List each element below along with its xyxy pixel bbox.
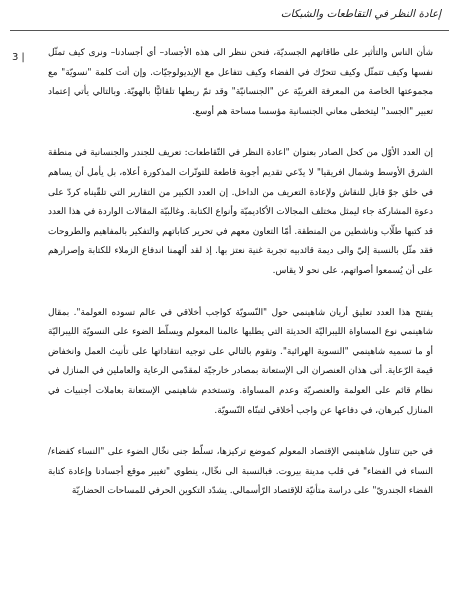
paragraph-3: يفتتح هذا العدد تعليق أريان شاهينمي حول "النّسويّة كواجب أخلاقي في عالم تسوده العولمة". بمقال شاهينمي نوع المساواة الليبراليّة الحديثة التي يطلبها عالمنا المعولم ويسلّط الضوء على النسويّة الليبراليّة أو ما تسميه شاهينمي "النسوية الهرائية". وتقوم بالتالي على توجيه انتقاداتها على تأنيث العمل وانخفاض قيمة الرّعاية. أتى هذان العنصران الى الإستعانة بمصادر خارجيّة لمقدّمي الرعاية والعاملين في المنازل في نظام قائم على العولمة والعنصريّة وعدم المساواة. وتستخدم شاهينمي الإستعانة بعاملات أجنبيات في المنازل كبرهان، في دفاعها عن واجب أخلاقي لتبنّاه النّسويّة. [48, 307, 433, 416]
paragraph-1: شأن الناس والتأثير على طاقاتهم الجسديّة، فنحن ننظر الى هذه الأجساد– أي أجسادنا– ونرى كيف تمثّل نفسها وكيف تتمثّل وكيف تتحرّك في الفضاء وكيف تتفاعل مع الإيديولوجيّات. وإن أتت كلمة "نسويّة" مع مجموعتها الخاصة من المعرفة الغربيّة عن "الجنسانيّة" وقد تمّ ربطها تلقائيًّا بالهويّة. وبالتالي يأتي إعتماد تعبير "الجسد" ليتخطى معاني الجنسانية مؤسسا مساحة هم أوسع. [48, 48, 433, 117]
paragraph-4: في حين تتناول شاهينمي الإقتصاد المعولم كموضع تركيزها، تسلّط جنى نخّال الضوء على "النساء كفضاء/النساء في الفضاء" في قلب مدينة بيروت. فبالنسبة الى نخّال، ينطوي "تغيير موقع أجسادنا وإعادة كتابة الفضاء الجندريّ" على دراسة متأنيّة للإقتصاد الرّأسمالي. يشدّد التكوين الحرفي للمساحات الحضاريّة [48, 447, 433, 497]
page-number [12, 52, 25, 63]
header-divider [10, 30, 449, 31]
page-number-bar: | [21, 52, 25, 63]
page-number-value: 3 [12, 52, 19, 63]
paragraph-2: إن العدد الأوّل من كحل الصادر بعنوان "اعادة النظر في التّقاطعات: تعريف للجندر والجنسانية في منطقة الشرق الأوسط وشمال افريقيا" لا يدّعي تقديم أجوبة قاطعة للتوتّرات المذكورة أعلاه، بل يأمل أن يساهم في خلق جوّ قابل للنقاش ولإعادة التعريف من الداخل. إن العدد الكبير من التقارير التي تلقّيناه كردّ على دعوة المشاركة جاء ليمثل مختلف المجالات الأكاديميّة وأنواع الكتابة. وغالبيّة المقالات الواردة في هذا العدد قد كتبها طلّاب وناشطين من المنطقة. أمّا التعاون معهم في تحرير كتاباتهم والتفكير بالمفاهيم والطروحات فقد مثّل بالنسبة إليّ والى ديمة قائدبيه تجربة غنية نعتز بها. إذ لقد ألهمنا اندفاع الزملاء للكتابة وإصرارهم على أن يُسمعوا أصواتهم، على نحو لا يقاس. [48, 148, 433, 276]
running-header-title: إعادة النظر في التقاطعات والشبكات [280, 8, 441, 20]
body-text [48, 44, 433, 502]
running-header [0, 6, 463, 32]
